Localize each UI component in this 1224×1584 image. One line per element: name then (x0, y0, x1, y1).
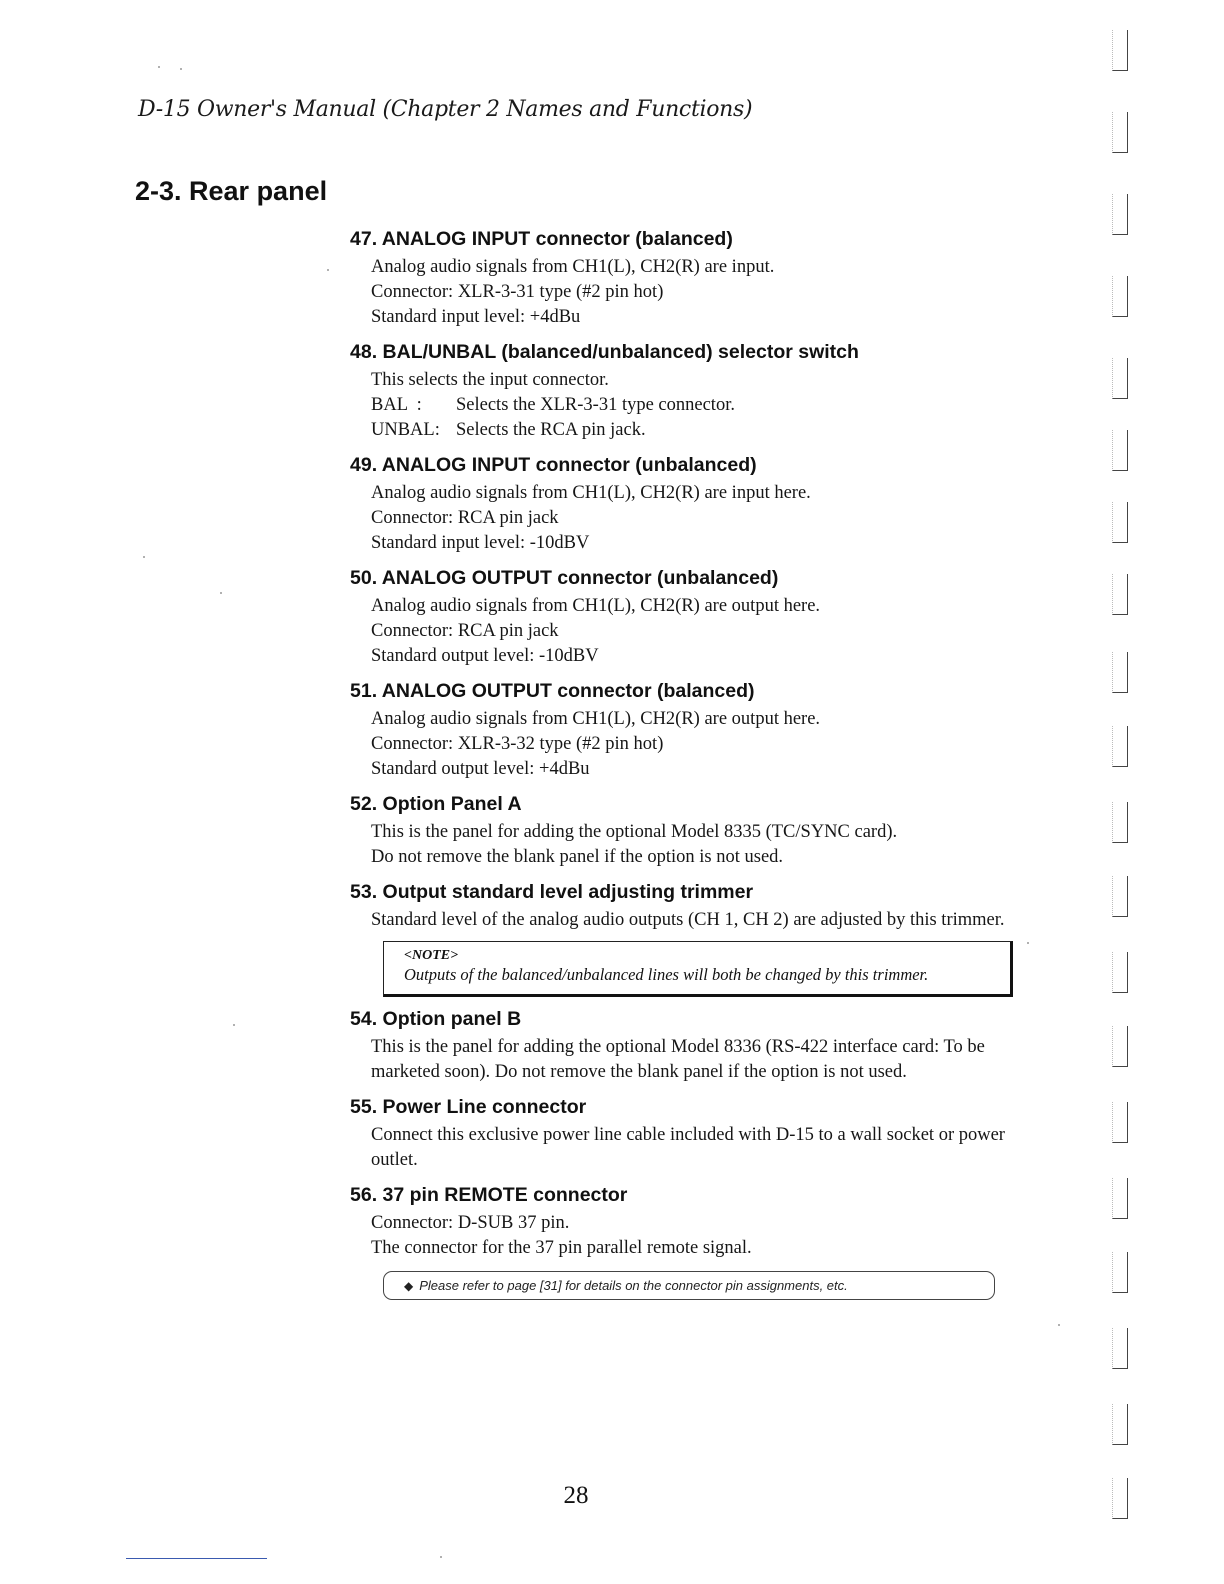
binder-hole-mark (1112, 1026, 1128, 1067)
binder-hole-mark (1112, 1404, 1128, 1445)
item-line: This selects the input connector. (371, 370, 609, 390)
item-54 (350, 1006, 1030, 1085)
binder-hole-mark (1112, 876, 1128, 917)
item-line: Connector: D-SUB 37 pin. (371, 1213, 570, 1233)
item-list (350, 226, 1030, 1309)
item-line: Connector: RCA pin jack (371, 621, 559, 641)
item-50 (350, 565, 1030, 669)
item-heading: 56. 37 pin REMOTE connector (350, 1184, 628, 1206)
option-text: Selects the XLR-3-31 type connector. (456, 395, 735, 415)
footer-rule (126, 1558, 267, 1559)
item-55 (350, 1094, 1030, 1173)
option-row (371, 393, 1030, 418)
binder-hole-mark (1112, 430, 1128, 471)
binder-hole-mark (1112, 1102, 1128, 1143)
binder-hole-mark (1112, 358, 1128, 399)
binder-hole-mark (1112, 276, 1128, 317)
scan-speck (158, 66, 160, 68)
item-line: Connector: XLR-3-32 type (#2 pin hot) (371, 734, 664, 754)
binder-hole-mark (1112, 952, 1128, 993)
binder-hole-mark (1112, 502, 1128, 543)
item-heading: 51. ANALOG OUTPUT connector (balanced) (350, 680, 755, 702)
item-line: Do not remove the blank panel if the option is not used. (371, 847, 784, 867)
item-line: Connector: RCA pin jack (371, 508, 559, 528)
binder-hole-mark (1112, 194, 1128, 235)
binder-hole-mark (1112, 726, 1128, 767)
option-key: BAL : (371, 395, 422, 415)
item-49 (350, 452, 1030, 556)
scan-speck (220, 592, 222, 594)
item-line: Analog audio signals from CH1(L), CH2(R) are input here. (371, 483, 811, 503)
binder-hole-strip (1106, 30, 1136, 1530)
item-53 (350, 879, 1030, 997)
item-heading: 55. Power Line connector (350, 1096, 587, 1118)
option-text: Selects the RCA pin jack. (456, 420, 646, 440)
item-heading: 49. ANALOG INPUT connector (unbalanced) (350, 454, 757, 476)
option-row (371, 418, 1030, 443)
item-heading: 54. Option panel B (350, 1008, 522, 1030)
binder-hole-mark (1112, 1328, 1128, 1369)
binder-hole-mark (1112, 802, 1128, 843)
reference-text: Please refer to page [31] for details on the connector pin assignments, etc. (419, 1278, 848, 1293)
item-line: Standard output level: -10dBV (371, 646, 599, 666)
item-line: Analog audio signals from CH1(L), CH2(R) are output here. (371, 596, 821, 616)
item-heading: 47. ANALOG INPUT connector (balanced) (350, 228, 733, 250)
item-line: This is the panel for adding the optional Model 8335 (TC/SYNC card). (371, 822, 898, 842)
binder-hole-mark (1112, 652, 1128, 693)
item-paragraph: Connect this exclusive power line cable included with D-15 to a wall socket or power outlet. (371, 1125, 1005, 1170)
item-47 (350, 226, 1030, 330)
note-text: Outputs of the balanced/unbalanced lines will both be changed by this trimmer. (404, 965, 929, 984)
binder-hole-mark (1112, 112, 1128, 153)
scan-speck (233, 1024, 235, 1026)
binder-hole-mark (1112, 30, 1128, 71)
item-paragraph: Standard level of the analog audio outputs (CH 1, CH 2) are adjusted by this trimmer. (371, 910, 1005, 930)
item-heading: 50. ANALOG OUTPUT connector (unbalanced) (350, 567, 779, 589)
scan-speck (143, 556, 145, 558)
section-title: 2-3. Rear panel (135, 176, 328, 206)
scan-speck (1027, 942, 1029, 944)
scan-speck (1058, 1324, 1060, 1326)
item-line: Connector: XLR-3-31 type (#2 pin hot) (371, 282, 664, 302)
item-52 (350, 791, 1030, 870)
note-label: <NOTE> (404, 948, 459, 963)
option-key: UNBAL: (371, 420, 440, 440)
item-heading: 52. Option Panel A (350, 793, 522, 815)
scan-speck (327, 269, 329, 271)
item-line: Standard input level: -10dBV (371, 533, 590, 553)
binder-hole-mark (1112, 1252, 1128, 1293)
item-line: Standard input level: +4dBu (371, 307, 581, 327)
scan-speck (180, 68, 182, 70)
note-box (383, 941, 1013, 997)
binder-hole-mark (1112, 1178, 1128, 1219)
binder-hole-mark (1112, 574, 1128, 615)
item-line: The connector for the 37 pin parallel remote signal. (371, 1238, 752, 1258)
item-heading: 48. BAL/UNBAL (balanced/unbalanced) selector switch (350, 341, 859, 363)
running-header: D-15 Owner's Manual (Chapter 2 Names and Functions) (138, 97, 753, 122)
item-51 (350, 678, 1030, 782)
scan-speck (440, 1556, 442, 1558)
page-number: 28 (563, 1482, 589, 1509)
item-paragraph: This is the panel for adding the optional Model 8336 (RS-422 interface card: To be marketed soon). Do not remove the blank panel if the option is not used. (371, 1037, 985, 1082)
item-line: Analog audio signals from CH1(L), CH2(R) are output here. (371, 709, 821, 729)
binder-hole-mark (1112, 1478, 1128, 1519)
item-heading: 53. Output standard level adjusting trimmer (350, 881, 754, 903)
item-line: Standard output level: +4dBu (371, 759, 590, 779)
diamond-bullet-icon: ◆ (404, 1278, 414, 1293)
item-48 (350, 339, 1030, 443)
item-line: Analog audio signals from CH1(L), CH2(R) are input. (371, 257, 775, 277)
reference-box (383, 1271, 995, 1300)
item-56 (350, 1182, 1030, 1300)
